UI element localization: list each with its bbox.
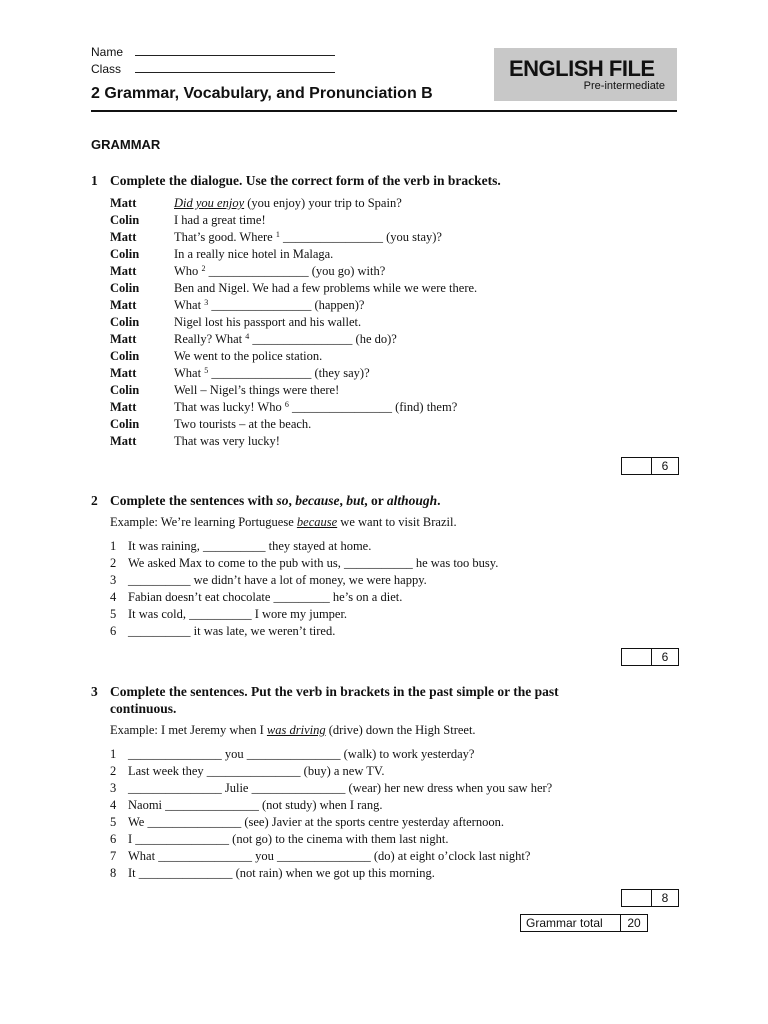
score-max: 6 bbox=[661, 459, 669, 473]
item-number: 2 bbox=[110, 764, 117, 778]
item-sentence[interactable]: Fabian doesn’t eat chocolate _________ he’s on a diet. bbox=[128, 590, 403, 604]
list-item bbox=[110, 780, 552, 797]
exercise-3-items bbox=[110, 746, 552, 882]
separator: , or bbox=[364, 493, 387, 508]
instruction-text: Complete the dialogue. Use the correct form of the verb in brackets. bbox=[110, 173, 501, 188]
dialogue-line bbox=[110, 297, 477, 314]
line-text[interactable]: ________________ (happen)? bbox=[208, 298, 365, 312]
dialogue-line bbox=[110, 331, 477, 348]
name-field[interactable] bbox=[135, 45, 335, 56]
list-item bbox=[110, 589, 498, 606]
exercise-2-instruction bbox=[91, 492, 441, 509]
brand-title: ENGLISH FILE bbox=[509, 56, 655, 81]
list-item bbox=[110, 865, 552, 882]
example-text: (drive) down the High Street. bbox=[325, 723, 476, 737]
example-answer: was driving bbox=[266, 723, 326, 737]
item-sentence[interactable]: Last week they _______________ (buy) a new TV. bbox=[128, 764, 385, 778]
word-although: although bbox=[386, 493, 438, 508]
item-number: 6 bbox=[110, 624, 117, 638]
title-divider bbox=[91, 110, 677, 112]
name-row bbox=[91, 45, 335, 59]
speaker-name: Matt bbox=[110, 332, 137, 346]
grammar-total-box bbox=[520, 914, 648, 932]
speaker-name: Colin bbox=[110, 247, 140, 261]
item-sentence[interactable]: I _______________ (not go) to the cinema with them last night. bbox=[128, 832, 449, 846]
line-text[interactable]: ________________ (you go) with? bbox=[205, 264, 386, 278]
line-text[interactable]: ________________ (find) them? bbox=[288, 400, 458, 414]
score-max: 6 bbox=[661, 650, 669, 664]
item-number: 1 bbox=[110, 747, 117, 761]
dialogue-line bbox=[110, 280, 477, 297]
class-field[interactable] bbox=[135, 62, 335, 73]
list-item bbox=[110, 848, 552, 865]
item-number: 5 bbox=[110, 607, 117, 621]
section-heading: GRAMMAR bbox=[91, 137, 161, 152]
exercise-2-example bbox=[110, 515, 457, 530]
item-sentence[interactable]: __________ it was late, we weren’t tired. bbox=[128, 624, 336, 638]
line-text[interactable]: (you enjoy) your trip to Spain? bbox=[244, 196, 402, 210]
dialogue bbox=[110, 195, 477, 450]
example-text: Example: I met Jeremy when I bbox=[110, 723, 267, 737]
item-number: 3 bbox=[110, 781, 117, 795]
speaker-name: Matt bbox=[110, 230, 137, 244]
item-sentence[interactable]: __________ we didn’t have a lot of money, we were happy. bbox=[128, 573, 427, 587]
line-text[interactable]: ________________ (you stay)? bbox=[279, 230, 442, 244]
exercise-number: 3 bbox=[91, 684, 98, 699]
line-text: That was lucky! Who bbox=[174, 400, 285, 414]
speaker-name: Matt bbox=[110, 366, 137, 380]
instruction-text-cont: continuous. bbox=[110, 701, 177, 716]
example-answer: Did you enjoy bbox=[174, 196, 245, 210]
item-sentence[interactable]: It was cold, __________ I wore my jumper. bbox=[128, 607, 348, 621]
separator: . bbox=[437, 493, 441, 508]
item-number: 3 bbox=[110, 573, 117, 587]
line-text[interactable]: ________________ (they say)? bbox=[208, 366, 370, 380]
speaker-name: Colin bbox=[110, 417, 140, 431]
page-title: 2 Grammar, Vocabulary, and Pronunciation B bbox=[91, 85, 433, 102]
speaker-name: Matt bbox=[110, 434, 137, 448]
instruction-text: Complete the sentences with bbox=[110, 493, 277, 508]
item-number: 4 bbox=[110, 798, 117, 812]
exercise-3-score-box bbox=[621, 889, 679, 907]
item-sentence[interactable]: It _______________ (not rain) when we got up this morning. bbox=[128, 866, 435, 880]
exercise-1-instruction bbox=[91, 172, 501, 189]
exercise-3-instruction bbox=[91, 683, 559, 717]
gap-number: 6 bbox=[284, 400, 289, 409]
list-item bbox=[110, 572, 498, 589]
dialogue-line bbox=[110, 416, 477, 433]
gap-number: 5 bbox=[204, 366, 209, 375]
list-item bbox=[110, 746, 552, 763]
dialogue-line bbox=[110, 229, 477, 246]
dialogue-line bbox=[110, 399, 477, 416]
speaker-name: Colin bbox=[110, 349, 140, 363]
line-text: Nigel lost his passport and his wallet. bbox=[174, 315, 362, 329]
class-label: Class bbox=[91, 62, 122, 76]
word-because: because bbox=[295, 493, 340, 508]
name-label: Name bbox=[91, 45, 124, 59]
exercise-2-score-box bbox=[621, 648, 679, 666]
example-answer: because bbox=[296, 515, 338, 529]
speaker-name: Colin bbox=[110, 213, 140, 227]
line-text: Well – Nigel’s things were there! bbox=[174, 383, 340, 397]
item-sentence[interactable]: What _______________ you _______________ (do) at eight o’clock last night? bbox=[128, 849, 531, 863]
item-number: 1 bbox=[110, 539, 117, 553]
score-input[interactable] bbox=[622, 458, 652, 474]
brand-level: Pre-intermediate bbox=[583, 80, 665, 92]
list-item bbox=[110, 538, 498, 555]
line-text: Two tourists – at the beach. bbox=[174, 417, 312, 431]
dialogue-line bbox=[110, 212, 477, 229]
line-text: Who bbox=[174, 264, 202, 278]
line-text: We went to the police station. bbox=[174, 349, 323, 363]
list-item bbox=[110, 814, 552, 831]
line-text: That was very lucky! bbox=[174, 434, 280, 448]
list-item bbox=[110, 797, 552, 814]
grammar-total-value: 20 bbox=[627, 916, 641, 930]
item-sentence[interactable]: _______________ you _______________ (walk) to work yesterday? bbox=[128, 747, 475, 761]
gap-number: 4 bbox=[245, 332, 250, 341]
dialogue-line bbox=[110, 314, 477, 331]
speaker-name: Matt bbox=[110, 196, 137, 210]
item-sentence[interactable]: We asked Max to come to the pub with us, ___________ he was too busy. bbox=[128, 556, 499, 570]
item-sentence[interactable]: We _______________ (see) Javier at the sports centre yesterday afternoon. bbox=[128, 815, 504, 829]
separator: , bbox=[339, 493, 347, 508]
speaker-name: Matt bbox=[110, 298, 137, 312]
exercise-1-score-box bbox=[621, 457, 679, 475]
line-text: Ben and Nigel. We had a few problems while we were there. bbox=[174, 281, 478, 295]
score-input[interactable] bbox=[622, 890, 652, 906]
item-number: 4 bbox=[110, 590, 117, 604]
line-text: What bbox=[174, 298, 205, 312]
item-sentence[interactable]: It was raining, __________ they stayed at home. bbox=[128, 539, 372, 553]
separator: , bbox=[288, 493, 296, 508]
score-max: 8 bbox=[661, 891, 669, 905]
line-text: What bbox=[174, 366, 205, 380]
word-so: so bbox=[276, 493, 289, 508]
line-text: In a really nice hotel in Malaga. bbox=[174, 247, 334, 261]
example-text: we want to visit Brazil. bbox=[337, 515, 457, 529]
class-row bbox=[91, 62, 335, 76]
line-text: I had a great time! bbox=[174, 213, 266, 227]
speaker-name: Colin bbox=[110, 315, 140, 329]
instruction-text: Complete the sentences. Put the verb in brackets in the past simple or the past bbox=[110, 684, 559, 699]
item-number: 6 bbox=[110, 832, 117, 846]
exercise-2-items bbox=[110, 538, 498, 640]
list-item bbox=[110, 623, 498, 640]
item-sentence[interactable]: _______________ Julie _______________ (wear) her new dress when you saw her? bbox=[128, 781, 553, 795]
english-file-logo bbox=[494, 48, 677, 101]
list-item bbox=[110, 763, 552, 780]
speaker-name: Matt bbox=[110, 400, 137, 414]
dialogue-line bbox=[110, 365, 477, 382]
gap-number: 3 bbox=[204, 298, 209, 307]
line-text: Really? What bbox=[174, 332, 246, 346]
list-item bbox=[110, 555, 498, 572]
speaker-name: Colin bbox=[110, 383, 140, 397]
grammar-total-label: Grammar total bbox=[521, 915, 621, 931]
score-input[interactable] bbox=[622, 649, 652, 665]
item-number: 2 bbox=[110, 556, 117, 570]
item-number: 5 bbox=[110, 815, 117, 829]
dialogue-line bbox=[110, 246, 477, 263]
example-text: Example: We’re learning Portuguese bbox=[110, 515, 297, 529]
exercise-number: 1 bbox=[91, 173, 98, 188]
exercise-number: 2 bbox=[91, 493, 98, 508]
dialogue-line bbox=[110, 195, 477, 212]
list-item bbox=[110, 606, 498, 623]
gap-number: 1 bbox=[275, 230, 280, 239]
item-number: 8 bbox=[110, 866, 117, 880]
item-number: 7 bbox=[110, 849, 117, 863]
word-but: but bbox=[346, 493, 365, 508]
dialogue-line bbox=[110, 348, 477, 365]
line-text: That’s good. Where bbox=[174, 230, 276, 244]
dialogue-line bbox=[110, 263, 477, 280]
speaker-name: Colin bbox=[110, 281, 140, 295]
dialogue-line bbox=[110, 433, 477, 450]
speaker-name: Matt bbox=[110, 264, 137, 278]
dialogue-line bbox=[110, 382, 477, 399]
item-sentence[interactable]: Naomi _______________ (not study) when I rang. bbox=[128, 798, 383, 812]
gap-number: 2 bbox=[201, 264, 206, 273]
exercise-3-example bbox=[110, 723, 476, 738]
list-item bbox=[110, 831, 552, 848]
line-text[interactable]: ________________ (he do)? bbox=[249, 332, 397, 346]
